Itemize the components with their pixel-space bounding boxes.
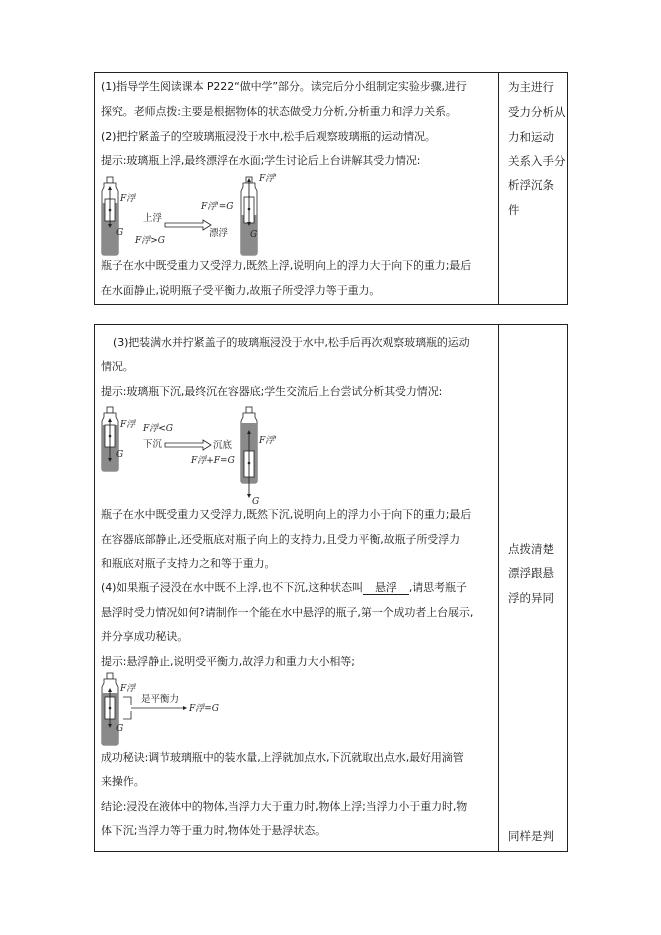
note-line: 同样是判 [508, 829, 554, 843]
note-line: 关系入手分 [508, 154, 566, 168]
label-f-float-prime: F浮' [259, 436, 277, 446]
bottle-left-icon [102, 177, 118, 255]
note-line: 析浮沉条 [508, 178, 554, 192]
text-line: 瓶子在水中既受重力又受浮力,既然上浮,说明向上的浮力大于向下的重力;最后 [101, 259, 472, 272]
label-balanced: 是平衡力 [141, 694, 180, 705]
label-g: G [116, 450, 124, 460]
text-line: 结论:浸没在液体中的物体,当浮力大于重力时,物体上浮;当浮力小于重力时,物 [101, 800, 468, 813]
label-g-right: G [250, 230, 258, 240]
note-line: 受力分析从 [508, 105, 566, 119]
q4-suffix: ,请思考瓶子 [408, 581, 467, 594]
text-line: 瓶子在水中既受重力又受浮力,既然下沉,说明向上的浮力小于向下的重力;最后 [101, 508, 472, 521]
hollow-arrow-icon [165, 440, 211, 450]
label-f-float: F浮 [120, 420, 136, 430]
text-line: 体下沉;当浮力等于重力时,物体处于悬浮状态。 [101, 824, 327, 837]
q4-prefix: (4)如果瓶子浸没在水中既不上浮,也不下沉,这种状态叫 [101, 581, 363, 594]
note-line: 点拨清楚 [508, 542, 554, 556]
text-line: 成功秘诀:调节玻璃瓶中的装水量,上浮就加点水,下沉就取出点水,最好用滴管 [101, 751, 464, 764]
text-line: (1)指导学生阅读课本 P222“做中学”部分。读完后分小组制定实验步骤,进行 [101, 80, 467, 93]
text-line: (2)把拧紧盖子的空玻璃瓶浸没于水中,松手后观察玻璃瓶的运动情况。 [101, 130, 436, 143]
label-sinking: 下沉 [143, 439, 163, 450]
text-line: 在水面静止,说明瓶子受平衡力,故瓶子所受浮力等于重力。 [101, 284, 381, 297]
text-line: 提示:玻璃瓶上浮,最终漂浮在水面;学生讨论后上台讲解其受力情况: [101, 154, 421, 167]
lesson-content-cell [95, 73, 499, 304]
q4-answer-blank: 悬浮 [363, 581, 409, 595]
question-4-line [101, 581, 467, 595]
note-line: 力和运动 [508, 130, 554, 144]
text-line: 提示:玻璃瓶下沉,最终沉在容器底;学生交流后上台尝试分析其受力情况: [101, 385, 443, 398]
lesson-note-cell [499, 73, 567, 304]
text-line: (3)把装满水并拧紧盖子的玻璃瓶浸没于水中,松手后再次观察玻璃瓶的运动 [113, 336, 470, 349]
suspend-diagram [99, 671, 259, 747]
sink-diagram [99, 405, 299, 505]
hollow-arrow-icon [165, 220, 211, 230]
label-f-float: F浮 [120, 194, 136, 204]
text-line: 探究。老师点拨:主要是根据物体的状态做受力分析,分析重力和浮力关系。 [101, 105, 457, 118]
label-f-float-prime: F浮' [259, 174, 277, 184]
text-line: 情况。 [101, 360, 134, 373]
note-line: 件 [508, 203, 520, 217]
text-line: 并分享成功秘诀。 [101, 630, 189, 643]
text-line: 和瓶底对瓶子支持力之和等于重力。 [101, 557, 276, 570]
label-float-lt-g: F浮<G [143, 424, 173, 434]
note-line: 浮的异同 [508, 591, 554, 605]
bottle-right-icon [241, 407, 257, 498]
label-g: G [116, 724, 124, 734]
text-line: 悬浮时受力情况如何?请制作一个能在水中悬浮的瓶子,第一个成功者上台展示, [101, 606, 474, 619]
lesson-table-1 [94, 72, 568, 305]
label-sunk: 沉底 [213, 440, 233, 451]
float-diagram [99, 175, 289, 261]
lesson-content-cell [95, 325, 499, 851]
note-line: 为主进行 [508, 80, 554, 94]
bottle-icon [102, 673, 118, 745]
lesson-table-2 [94, 324, 568, 852]
label-sum-eq-g: F浮+F=G [191, 456, 235, 466]
label-f-float: F浮 [120, 684, 136, 694]
text-line: 提示:悬浮静止,说明受平衡力,故浮力和重力大小相等; [101, 655, 355, 668]
label-float-gt-g: F浮>G [135, 236, 165, 246]
label-g: G [116, 228, 124, 238]
text-line: 来操作。 [101, 775, 145, 788]
bottle-right-icon [241, 177, 257, 255]
label-g-bottom: G [252, 497, 260, 507]
lesson-note-cell [499, 325, 567, 851]
label-rising: 上浮 [143, 213, 163, 224]
bottle-left-icon [102, 407, 118, 471]
label-floating: 漂浮 [209, 228, 229, 239]
label-float-eq-g: F浮=G [189, 704, 219, 714]
note-line: 漂浮跟悬 [508, 566, 554, 580]
label-float-eq-g: F浮'=G [201, 202, 234, 212]
text-line: 在容器底部静止,还受瓶底对瓶子向上的支持力,且受力平衡,故瓶子所受浮力 [101, 533, 460, 546]
